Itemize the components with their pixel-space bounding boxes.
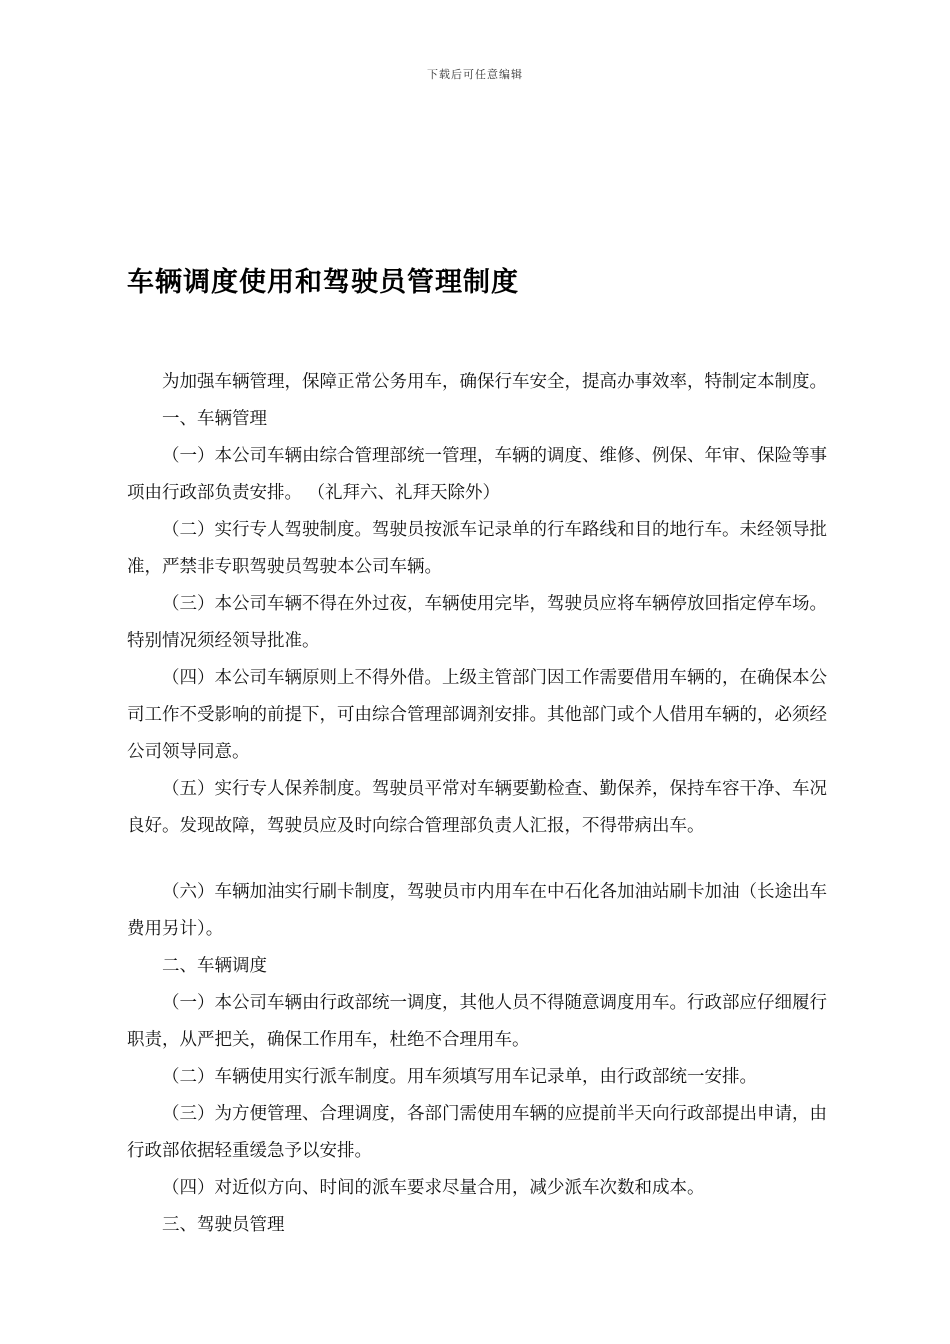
- clause-paragraph: （五）实行专人保养制度。驾驶员平常对车辆要勤检查、勤保养，保持车容干净、车况良好。发现故障，驾驶员应及时向综合管理部负责人汇报，不得带病出车。: [127, 779, 827, 836]
- section-heading-driver-management: 三、驾驶员管理: [162, 1215, 285, 1235]
- document-title: 车辆调度使用和驾驶员管理制度: [127, 267, 519, 298]
- clause-paragraph: （二）实行专人驾驶制度。驾驶员按派车记录单的行车路线和目的地行车。未经领导批准，严禁非专职驾驶员驾驶本公司车辆。: [127, 520, 827, 577]
- clause-paragraph: （二）车辆使用实行派车制度。用车须填写用车记录单，由行政部统一安排。: [162, 1067, 757, 1087]
- clause-paragraph: （六）车辆加油实行刷卡制度，驾驶员市内用车在中石化各加油站刷卡加油（长途出车费用另计）。: [127, 882, 827, 939]
- header-note: 下载后可任意编辑: [427, 68, 523, 81]
- clause-paragraph: （一）本公司车辆由综合管理部统一管理，车辆的调度、维修、例保、年审、保险等事项由行政部负责安排。 （礼拜六、礼拜天除外）: [127, 446, 827, 503]
- clause-paragraph: （四）对近似方向、时间的派车要求尽量合用，减少派车次数和成本。: [162, 1178, 705, 1198]
- document-body: [127, 364, 827, 1244]
- clause-paragraph: （一）本公司车辆由行政部统一调度，其他人员不得随意调度用车。行政部应仔细履行职责，从严把关，确保工作用车，杜绝不合理用车。: [127, 993, 827, 1050]
- section-heading-vehicle-dispatch: 二、车辆调度: [162, 956, 267, 976]
- clause-paragraph: （三）为方便管理、合理调度，各部门需使用车辆的应提前半天向行政部提出申请，由行政部依据轻重缓急予以安排。: [127, 1104, 827, 1161]
- section-heading-vehicle-management: 一、车辆管理: [162, 409, 267, 429]
- clause-paragraph: （四）本公司车辆原则上不得外借。上级主管部门因工作需要借用车辆的，在确保本公司工作不受影响的前提下，可由综合管理部调剂安排。其他部门或个人借用车辆的，必须经公司领导同意。: [127, 668, 827, 762]
- intro-paragraph: 为加强车辆管理，保障正常公务用车，确保行车安全，提高办事效率，特制定本制度。: [162, 372, 827, 392]
- clause-paragraph: （三）本公司车辆不得在外过夜，车辆使用完毕，驾驶员应将车辆停放回指定停车场。特别情况须经领导批准。: [127, 594, 827, 651]
- paragraph-spacer: [127, 845, 827, 874]
